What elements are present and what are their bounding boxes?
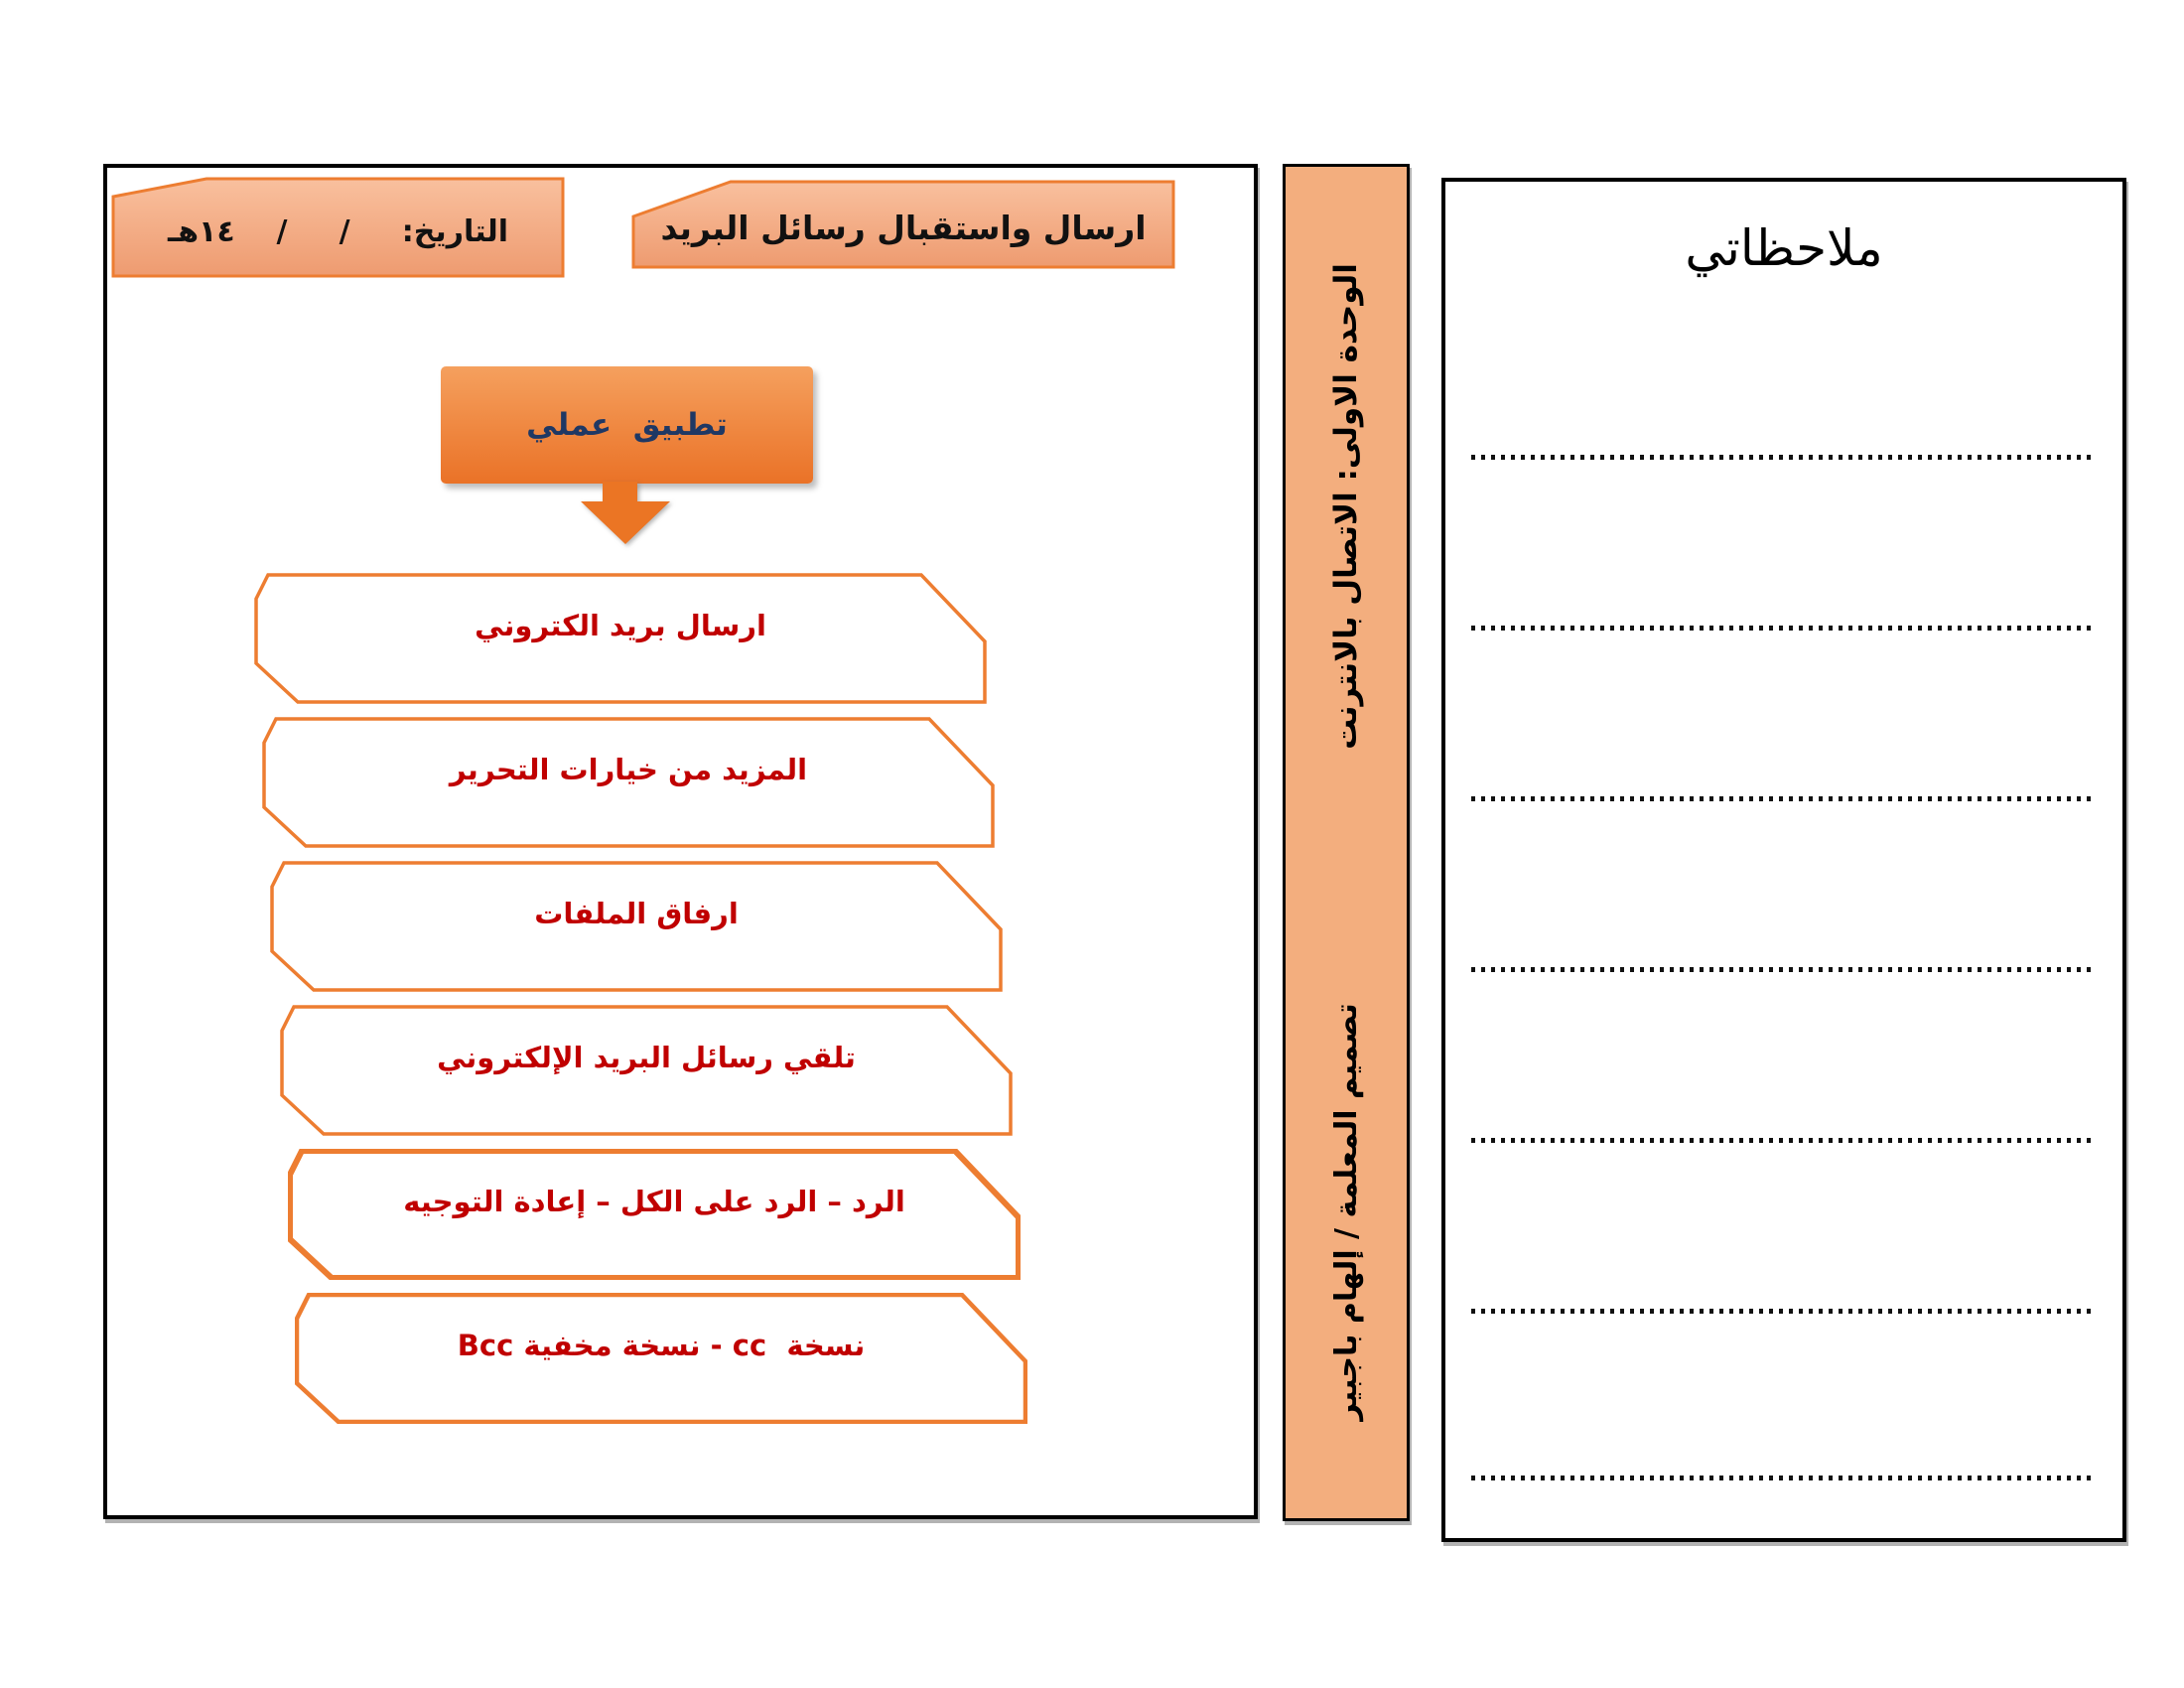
notes-writing-line [1471,1138,2097,1143]
unit-credit-vertical [1283,973,1410,1450]
notes-writing-line [1471,1476,2097,1480]
notes-writing-line [1471,796,2097,801]
practical-application-box: تطبيق عملي [441,366,813,484]
step-more-edit-options [262,717,995,848]
notes-writing-line [1471,626,2097,631]
step-label: ارفاق الملفات [534,897,739,930]
notes-writing-line [1471,967,2097,972]
step-label: ارسال بريد الكتروني [475,609,766,642]
date-label: التاريخ: / / ١٤هـ [167,213,509,249]
step-attach-files [270,861,1003,992]
lesson-title: ارسال واستقبال رسائل البريد [660,208,1147,247]
unit-credit-text: تصميم المعلمة / إلهام باجبير [1328,1002,1364,1421]
unit-title-text: الوحدة الاولى: الاتصال بالانترنت [1328,263,1364,750]
step-cc-bcc [295,1293,1027,1424]
step-label: الرد – الرد على الكل – إعادة التوجيه [403,1185,905,1218]
step-label: المزيد من خيارات التحرير [449,753,808,786]
step-send-email [254,573,987,704]
step-reply-forward [288,1149,1021,1280]
step-label: نسخة cc - نسخة مخفية Bcc [457,1329,866,1362]
notes-writing-line [1471,455,2097,460]
notes-writing-line [1471,1309,2097,1314]
lesson-title-banner [631,180,1175,269]
step-label: تلقي رسائل البريد الإلكتروني [437,1041,856,1074]
date-banner [111,177,565,278]
notes-panel [1441,178,2126,1542]
notes-title: ملاحظاتي [1685,219,1883,277]
down-arrow-icon [580,482,671,545]
unit-title-vertical [1283,174,1410,839]
step-receive-email [280,1005,1013,1136]
